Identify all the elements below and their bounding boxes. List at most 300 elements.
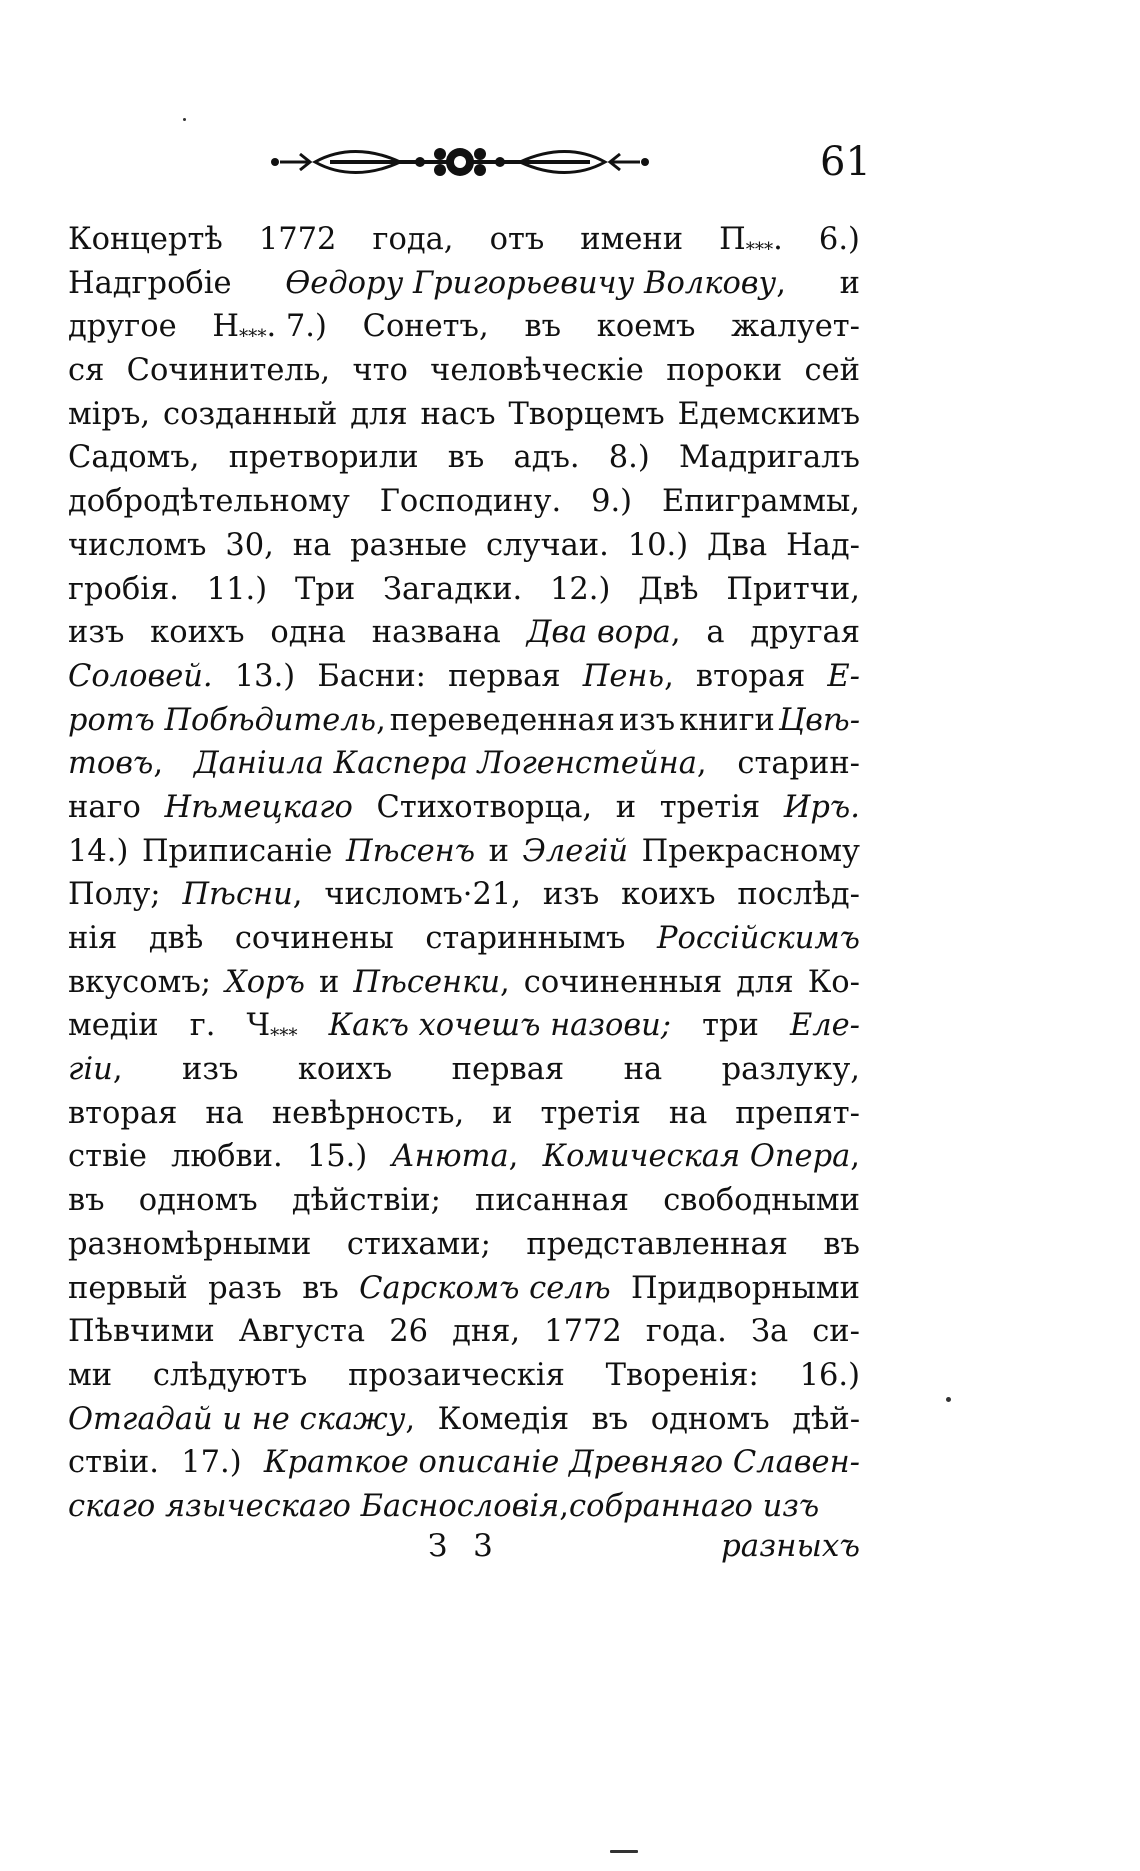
page-footer xyxy=(68,1524,860,1568)
text-segment: года. xyxy=(645,1314,727,1350)
word-group xyxy=(235,655,295,699)
italic-text: Какъ хочешъ назови; xyxy=(328,1008,672,1044)
word-group xyxy=(295,568,355,612)
word-group xyxy=(383,568,522,612)
text-segment: третія xyxy=(659,789,761,825)
word-group xyxy=(486,524,609,568)
text-segment: книги xyxy=(679,702,775,738)
text-segment: ствіе xyxy=(68,1139,147,1175)
word-group xyxy=(543,1135,860,1179)
word-group xyxy=(68,1441,159,1485)
text-segment: изъ xyxy=(618,702,676,738)
text-segment: . 7.) xyxy=(266,309,327,345)
text-segment: , xyxy=(670,615,681,651)
word-group xyxy=(779,699,860,743)
text-segment: одномъ xyxy=(650,1401,770,1437)
word-group xyxy=(666,349,782,393)
word-group xyxy=(353,961,509,1005)
text-segment: любви. xyxy=(171,1139,283,1175)
subscript-asterisks: *** xyxy=(239,326,267,348)
text-segment: медіи xyxy=(68,1008,159,1044)
word-group xyxy=(194,742,707,786)
text-segment: , xyxy=(696,746,707,782)
text-segment: для xyxy=(736,964,794,1000)
text-segment: насъ xyxy=(420,396,496,432)
word-group xyxy=(68,568,179,612)
word-group xyxy=(68,786,141,830)
word-group xyxy=(190,1004,216,1048)
word-group xyxy=(569,1485,819,1529)
word-group xyxy=(292,1179,441,1223)
text-segment: Творенія: xyxy=(605,1357,759,1393)
word-group xyxy=(149,917,203,961)
text-segment: въ xyxy=(447,440,485,476)
text-segment: третія xyxy=(540,1095,641,1131)
text-segment: въ xyxy=(68,1183,105,1219)
text-segment: Комедія xyxy=(437,1401,570,1437)
word-group xyxy=(526,1223,788,1267)
word-group xyxy=(541,1092,641,1136)
text-segment: 30, xyxy=(225,527,274,563)
text-line xyxy=(68,917,860,961)
word-group xyxy=(592,1398,629,1442)
text-segment: си- xyxy=(812,1314,860,1350)
word-group xyxy=(153,1354,307,1398)
paper-speck xyxy=(610,1850,638,1853)
word-group xyxy=(840,262,860,306)
word-group xyxy=(68,218,223,262)
text-segment: коихъ xyxy=(297,1052,393,1088)
text-segment: 26 xyxy=(389,1314,428,1350)
text-segment: г. xyxy=(189,1008,216,1044)
text-segment: Мадригалъ xyxy=(678,440,860,476)
word-group xyxy=(696,655,805,699)
word-group xyxy=(298,1048,392,1092)
text-segment: 1772 xyxy=(544,1314,622,1350)
word-group xyxy=(624,1048,663,1092)
text-segment: дѣйствіи; xyxy=(291,1183,441,1219)
text-line xyxy=(68,1441,860,1485)
text-segment: слѣдуютъ xyxy=(152,1357,308,1393)
text-segment: Басни: xyxy=(317,658,426,694)
text-segment: Епиграммы, xyxy=(661,484,860,520)
text-segment: гробія. xyxy=(68,571,179,607)
word-group xyxy=(208,1267,282,1311)
text-segment: 12.) xyxy=(550,571,611,607)
word-group xyxy=(352,349,407,393)
text-line xyxy=(68,873,860,917)
text-segment: добродѣтельному xyxy=(68,484,350,520)
word-group xyxy=(225,524,274,568)
text-segment: послѣд- xyxy=(737,877,860,913)
word-group xyxy=(731,305,860,349)
word-group xyxy=(229,436,419,480)
italic-text: товъ xyxy=(68,746,154,782)
text-segment: Сонетъ, xyxy=(362,309,489,345)
text-segment: ми xyxy=(68,1357,113,1393)
word-group xyxy=(544,1310,622,1354)
text-segment: отъ xyxy=(489,222,545,257)
word-group xyxy=(735,1092,860,1136)
word-group xyxy=(657,917,860,961)
word-group xyxy=(68,1398,415,1442)
text-segment: Притчи, xyxy=(726,571,860,607)
printer-signature-mark: З 3 xyxy=(428,1528,501,1564)
italic-text: Е- xyxy=(827,658,860,694)
word-group xyxy=(225,961,305,1005)
text-line xyxy=(68,393,860,437)
text-segment: и xyxy=(839,265,860,301)
text-segment: вкусомъ; xyxy=(68,964,212,1000)
text-line xyxy=(68,1004,860,1048)
word-group xyxy=(150,611,244,655)
text-segment: 14.) xyxy=(68,833,129,869)
text-line xyxy=(68,1310,860,1354)
text-line xyxy=(68,1354,860,1398)
word-group xyxy=(448,655,561,699)
text-line xyxy=(68,305,860,349)
text-segment: . xyxy=(773,222,783,257)
text-segment: , xyxy=(112,1052,123,1088)
subscript-asterisks: *** xyxy=(745,239,774,261)
text-segment: Стихотворца, xyxy=(376,789,593,825)
paper-speck xyxy=(946,1397,951,1402)
text-line xyxy=(68,1485,860,1529)
italic-text: ротъ Побѣдитель xyxy=(68,702,377,738)
word-group xyxy=(642,830,860,874)
word-group xyxy=(377,786,593,830)
text-line xyxy=(68,436,860,480)
word-group xyxy=(68,1485,569,1529)
text-segment: и xyxy=(319,964,340,1000)
text-segment: Двѣ xyxy=(638,571,699,607)
text-segment: писанная xyxy=(475,1183,630,1219)
word-group xyxy=(68,655,213,699)
word-group xyxy=(307,1135,367,1179)
text-segment: три xyxy=(702,1008,759,1044)
word-group xyxy=(707,524,767,568)
word-group xyxy=(68,611,124,655)
word-group xyxy=(597,305,696,349)
text-segment: первый xyxy=(68,1270,188,1306)
word-group xyxy=(68,480,350,524)
text-line xyxy=(68,568,860,612)
text-segment: Пѣвчими xyxy=(68,1314,215,1350)
word-group xyxy=(750,611,860,655)
text-line xyxy=(68,218,860,262)
text-segment: свободными xyxy=(663,1183,860,1219)
text-segment: Концертѣ xyxy=(68,222,223,257)
italic-text: Еле- xyxy=(789,1008,860,1044)
word-group xyxy=(524,305,561,349)
word-group xyxy=(350,524,467,568)
word-group xyxy=(350,393,407,437)
word-group xyxy=(142,830,333,874)
word-group xyxy=(475,1179,629,1223)
text-segment: За xyxy=(750,1314,789,1350)
text-line xyxy=(68,742,860,786)
text-segment: сочинены xyxy=(234,921,394,956)
italic-text: Анюта xyxy=(391,1139,509,1175)
text-line xyxy=(68,1398,860,1442)
word-group xyxy=(631,1267,860,1311)
text-segment: , xyxy=(500,964,510,1000)
text-segment: сей xyxy=(804,353,860,389)
word-group xyxy=(514,436,580,480)
text-segment: , xyxy=(850,1139,860,1175)
text-segment: изъ xyxy=(68,615,125,651)
text-segment: Садомъ, xyxy=(68,440,200,476)
text-segment: дня, xyxy=(452,1314,521,1350)
text-segment: Полу; xyxy=(68,877,161,913)
word-group xyxy=(68,262,232,306)
italic-text: Элегій xyxy=(522,833,629,869)
word-group xyxy=(808,961,860,1005)
text-segment: человѣческіе xyxy=(430,353,644,389)
text-segment: 1772 xyxy=(258,222,337,257)
word-group xyxy=(68,1092,177,1136)
word-group xyxy=(363,305,489,349)
text-segment: вторая xyxy=(68,1095,178,1131)
word-group xyxy=(522,830,628,874)
word-group xyxy=(346,830,475,874)
body-text xyxy=(68,218,860,1529)
text-segment: одномъ xyxy=(138,1183,258,1219)
italic-text: собраннаго изъ xyxy=(569,1488,820,1524)
word-group xyxy=(606,1354,759,1398)
word-group xyxy=(392,1135,519,1179)
word-group xyxy=(359,1267,610,1311)
text-segment: одна xyxy=(270,615,346,651)
text-segment: на xyxy=(205,1095,244,1131)
text-line xyxy=(68,1092,860,1136)
italic-text: скаго языческаго Баснословія xyxy=(68,1488,560,1524)
word-group xyxy=(171,1135,283,1179)
text-segment: имени xyxy=(580,222,684,257)
text-segment: 9.) xyxy=(591,484,633,520)
text-segment: Приписаніе xyxy=(141,833,333,869)
decorative-headpiece-ornament-icon xyxy=(270,140,650,184)
text-segment: числомъ·21, xyxy=(324,877,521,913)
word-group xyxy=(68,742,163,786)
word-group xyxy=(235,917,394,961)
word-group xyxy=(302,1267,339,1311)
text-line xyxy=(68,349,860,393)
word-group xyxy=(452,1048,565,1092)
word-group xyxy=(68,830,128,874)
word-group xyxy=(430,349,644,393)
text-segment: Едемскимъ xyxy=(677,396,860,432)
word-group xyxy=(628,524,688,568)
italic-text: Два вора xyxy=(526,615,671,651)
word-group xyxy=(207,568,267,612)
text-segment: , xyxy=(776,265,786,301)
text-segment: наго xyxy=(68,789,141,825)
text-segment: П xyxy=(719,222,746,257)
word-group xyxy=(583,655,674,699)
word-group xyxy=(800,1354,860,1398)
text-segment: для xyxy=(350,396,408,432)
text-segment: въ xyxy=(823,1226,860,1262)
text-segment: коихъ xyxy=(150,615,245,651)
word-group xyxy=(580,218,683,262)
text-segment: пороки xyxy=(666,353,783,389)
word-group xyxy=(737,873,860,917)
word-group xyxy=(390,699,615,743)
word-group xyxy=(181,1441,241,1485)
text-segment: Прекрасному xyxy=(641,833,860,869)
text-segment: Августа xyxy=(238,1314,366,1350)
text-segment: 11.) xyxy=(206,571,268,607)
italic-text: Ѳедору Григорьевичу Волкову xyxy=(285,265,777,301)
word-group xyxy=(389,1310,428,1354)
word-group xyxy=(452,1310,520,1354)
word-group xyxy=(68,1004,159,1048)
word-group xyxy=(524,961,723,1005)
text-segment: другое xyxy=(68,309,177,345)
word-group xyxy=(205,1092,244,1136)
text-segment: и xyxy=(488,833,509,869)
word-group xyxy=(508,393,664,437)
word-group xyxy=(182,1048,238,1092)
text-segment: Над- xyxy=(786,527,860,563)
text-segment: созданный xyxy=(163,396,338,432)
italic-text: Отгадай и не скажу xyxy=(68,1401,406,1437)
text-segment: 16.) xyxy=(799,1357,860,1393)
italic-text: Соловей. xyxy=(68,658,213,694)
text-segment: Сочинитель, xyxy=(126,353,331,389)
word-group xyxy=(212,305,326,349)
text-segment: названа xyxy=(371,615,501,651)
text-segment: , xyxy=(508,1139,519,1175)
text-segment: изъ xyxy=(181,1052,239,1088)
text-segment: , xyxy=(153,746,164,782)
text-segment: изъ xyxy=(542,877,600,913)
word-group xyxy=(719,218,783,262)
text-segment: въ xyxy=(524,309,562,345)
word-group xyxy=(68,1179,105,1223)
text-line xyxy=(68,1135,860,1179)
word-group xyxy=(329,1004,671,1048)
word-group xyxy=(616,786,636,830)
word-group xyxy=(736,961,793,1005)
text-segment: претворили xyxy=(228,440,419,476)
word-group xyxy=(550,568,610,612)
word-group xyxy=(68,436,200,480)
word-group xyxy=(68,873,161,917)
word-group xyxy=(706,611,724,655)
word-group xyxy=(662,480,860,524)
text-segment: двѣ xyxy=(148,921,204,956)
text-segment: Надгробіе xyxy=(68,265,232,301)
word-group xyxy=(527,611,681,655)
word-group xyxy=(819,218,860,262)
word-group xyxy=(786,524,860,568)
word-group xyxy=(319,961,339,1005)
text-segment: , xyxy=(559,1488,569,1524)
word-group xyxy=(68,1048,123,1092)
word-group xyxy=(373,218,454,262)
word-group xyxy=(543,873,599,917)
word-group xyxy=(272,1092,464,1136)
text-segment: , xyxy=(292,877,303,913)
word-group xyxy=(663,1179,860,1223)
page-number: 61 xyxy=(820,139,871,185)
word-group xyxy=(609,436,650,480)
word-group xyxy=(669,1092,708,1136)
word-group xyxy=(751,1310,788,1354)
text-segment: стихами; xyxy=(346,1226,491,1262)
word-group xyxy=(165,786,353,830)
text-segment: на xyxy=(292,527,332,563)
text-segment: переведенная xyxy=(389,702,615,738)
text-segment: что xyxy=(352,353,408,389)
text-segment: въ xyxy=(591,1401,629,1437)
text-segment: Два xyxy=(707,527,768,563)
word-group xyxy=(438,1398,570,1442)
text-line xyxy=(68,1223,860,1267)
word-group xyxy=(702,1004,759,1048)
word-group xyxy=(68,961,211,1005)
italic-text: Комическая Опера xyxy=(542,1139,851,1175)
word-group xyxy=(68,524,206,568)
word-group xyxy=(804,349,859,393)
word-group xyxy=(259,218,337,262)
word-group xyxy=(679,699,775,743)
italic-text: Пѣсни xyxy=(182,877,293,913)
text-segment: года, xyxy=(372,222,454,257)
word-group xyxy=(492,1092,512,1136)
word-group xyxy=(285,262,786,306)
text-segment: старин- xyxy=(737,746,860,782)
word-group xyxy=(347,1223,491,1267)
word-group xyxy=(293,524,332,568)
word-group xyxy=(246,1004,297,1048)
word-group xyxy=(726,568,860,612)
italic-text: Нѣмецкаго xyxy=(164,789,353,825)
word-group xyxy=(646,1310,727,1354)
word-group xyxy=(651,1398,770,1442)
word-group xyxy=(812,1310,860,1354)
word-group xyxy=(372,611,501,655)
word-group xyxy=(827,655,860,699)
text-segment: адъ. xyxy=(513,440,580,476)
word-group xyxy=(448,436,485,480)
text-line xyxy=(68,480,860,524)
word-group xyxy=(68,1310,215,1354)
text-segment: числомъ xyxy=(68,527,207,563)
text-segment: Придворными xyxy=(631,1270,860,1306)
word-group xyxy=(163,393,337,437)
text-segment: представленная xyxy=(526,1226,788,1262)
text-segment: невѣрность, xyxy=(271,1095,465,1131)
text-segment: Творцемъ xyxy=(508,396,665,432)
text-line xyxy=(68,786,860,830)
text-segment: на xyxy=(623,1052,663,1088)
word-group xyxy=(784,786,860,830)
text-segment: Три xyxy=(294,571,356,607)
text-segment: Ко- xyxy=(807,964,860,1000)
word-group xyxy=(490,218,545,262)
word-group xyxy=(823,1223,860,1267)
word-group xyxy=(324,873,521,917)
text-segment: 6.) xyxy=(818,222,860,257)
word-group xyxy=(790,1004,860,1048)
text-segment: и xyxy=(615,789,637,825)
italic-text: Данiила Каспера Логенстейна xyxy=(193,746,697,782)
text-segment: 15.) xyxy=(306,1139,368,1175)
italic-text: Россійскимъ xyxy=(656,921,860,956)
